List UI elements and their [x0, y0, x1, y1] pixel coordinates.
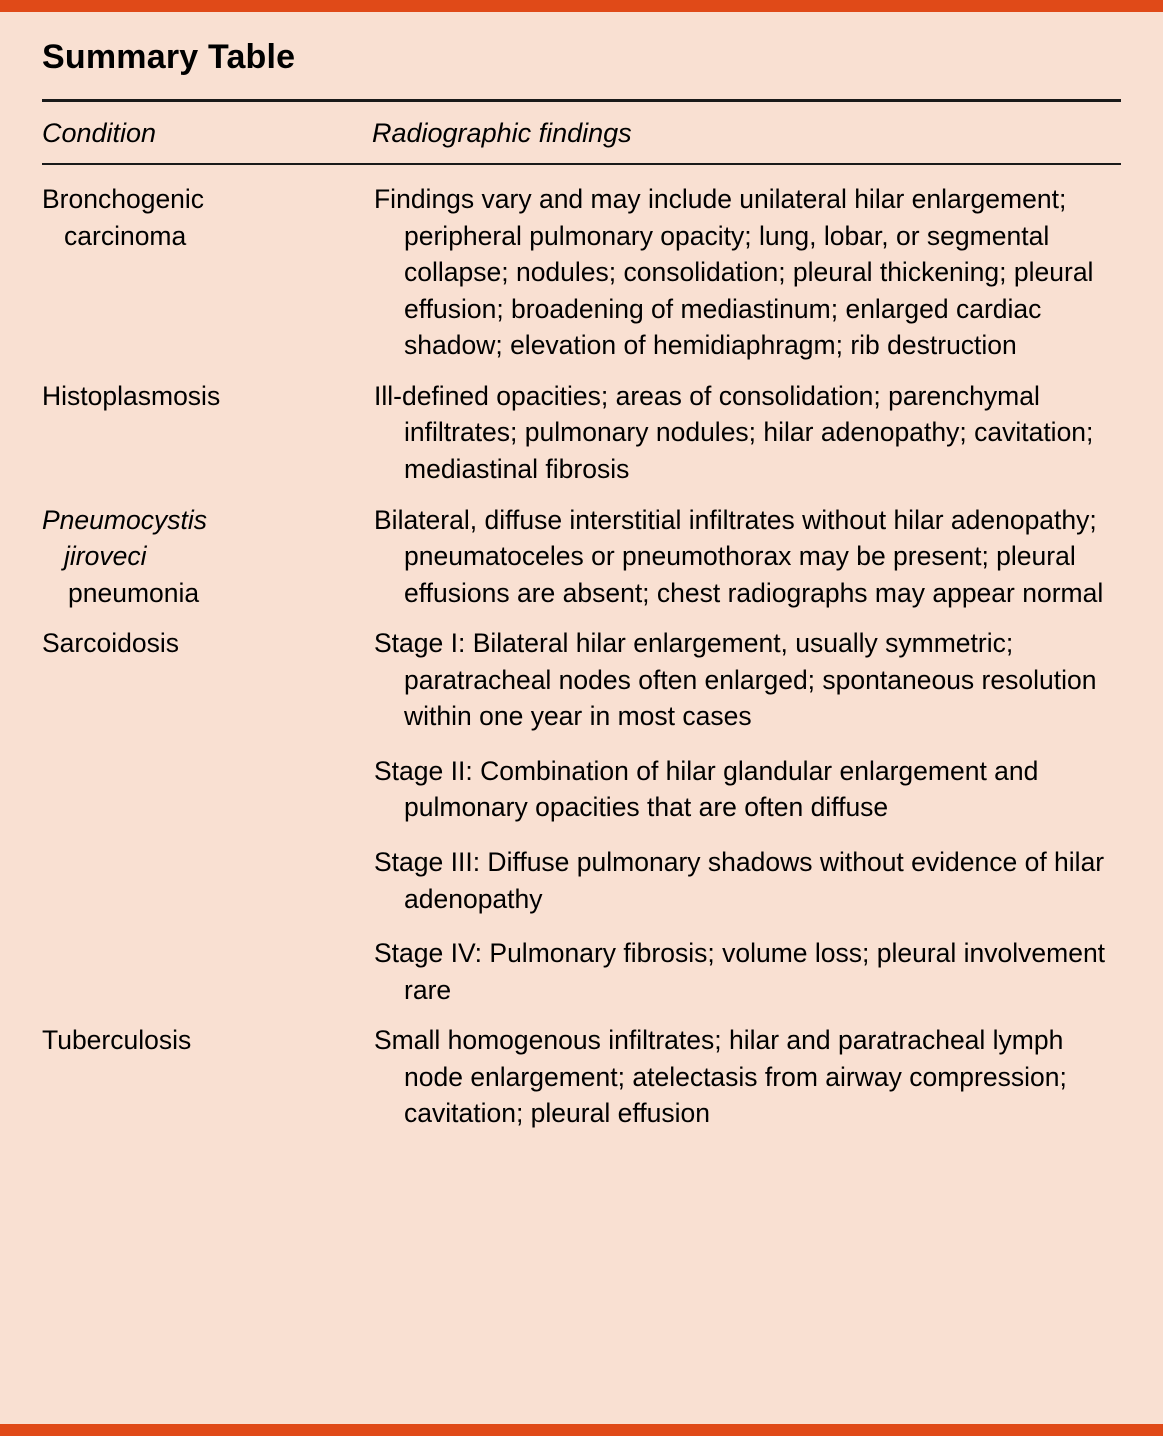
- column-header-condition: Condition: [42, 118, 157, 148]
- table-row: [42, 366, 1129, 490]
- condition-line: Sarcoidosis: [42, 628, 179, 659]
- condition-line: Histoplasmosis: [42, 380, 221, 411]
- condition-line: carcinoma: [64, 220, 187, 251]
- finding-text: Stage IV: Pulmonary fibrosis; volume loss; pleural involvement rare: [374, 938, 1106, 1005]
- page-title: Summary Table: [42, 38, 296, 76]
- summary-table: [42, 102, 1129, 163]
- finding-text: Stage III: Diffuse pulmonary shadows without evidence of hilar adenopathy: [374, 847, 1105, 914]
- finding-text: Stage II: Combination of hilar glandular enlargement and pulmonary opacities that are often diffuse: [374, 755, 1039, 823]
- row-condition: [42, 1010, 372, 1134]
- condition-line: Tuberculosis: [42, 1025, 192, 1056]
- condition-line: pneumonia: [68, 577, 200, 608]
- finding-text: Bilateral, diffuse interstitial infiltrates without hilar adenopathy; pneumatoceles or pneumothorax may be present; pleural effusions are absent; chest radiographs may appear normal: [374, 504, 1104, 608]
- condition-line: Pneumocystis: [42, 504, 207, 535]
- row-findings: [372, 165, 1129, 366]
- header-row: [42, 102, 1129, 163]
- finding-text: Small homogenous infiltrates; hilar and paratracheal lymph node enlargement; atelectasis from airway compression; cavitation; pleural effusion: [374, 1025, 1067, 1129]
- table-row: [42, 165, 1129, 366]
- condition-line: Bronchogenic: [42, 184, 205, 214]
- table-header: [42, 102, 1129, 163]
- finding-text: Ill-defined opacities; areas of consolidation; parenchymal infiltrates; pulmonary nodules; hilar adenopathy; cavitation; mediastinal fibrosis: [374, 380, 1094, 484]
- page-content: [0, 38, 1163, 1134]
- finding-text: Stage I: Bilateral hilar enlargement, usually symmetric; paratracheal nodes often enlarged; spontaneous resolution within one year in most cases: [374, 628, 1097, 732]
- condition-line: jiroveci: [64, 541, 147, 572]
- summary-table-body: [42, 165, 1129, 1134]
- row-findings: [372, 366, 1129, 490]
- row-condition: [42, 165, 372, 366]
- row-findings: [372, 490, 1129, 614]
- row-findings: [372, 1010, 1129, 1134]
- table-row: [42, 613, 1129, 1010]
- table-row: [42, 490, 1129, 614]
- row-condition: [42, 490, 372, 614]
- row-findings: [372, 613, 1129, 1010]
- table-row: [42, 1010, 1129, 1134]
- finding-text: Findings vary and may include unilateral hilar enlargement; peripheral pulmonary opacity; lung, lobar, or segmental collapse; nodules; consolidation; pleural thickening; pleural effusion; broadening of mediastinum; enlarged cardiac shadow; elevation of hemidiaphragm; rib destruction: [374, 184, 1094, 361]
- row-condition: [42, 613, 372, 1010]
- row-condition: [42, 366, 372, 490]
- column-header-findings: Radiographic findings: [372, 118, 632, 148]
